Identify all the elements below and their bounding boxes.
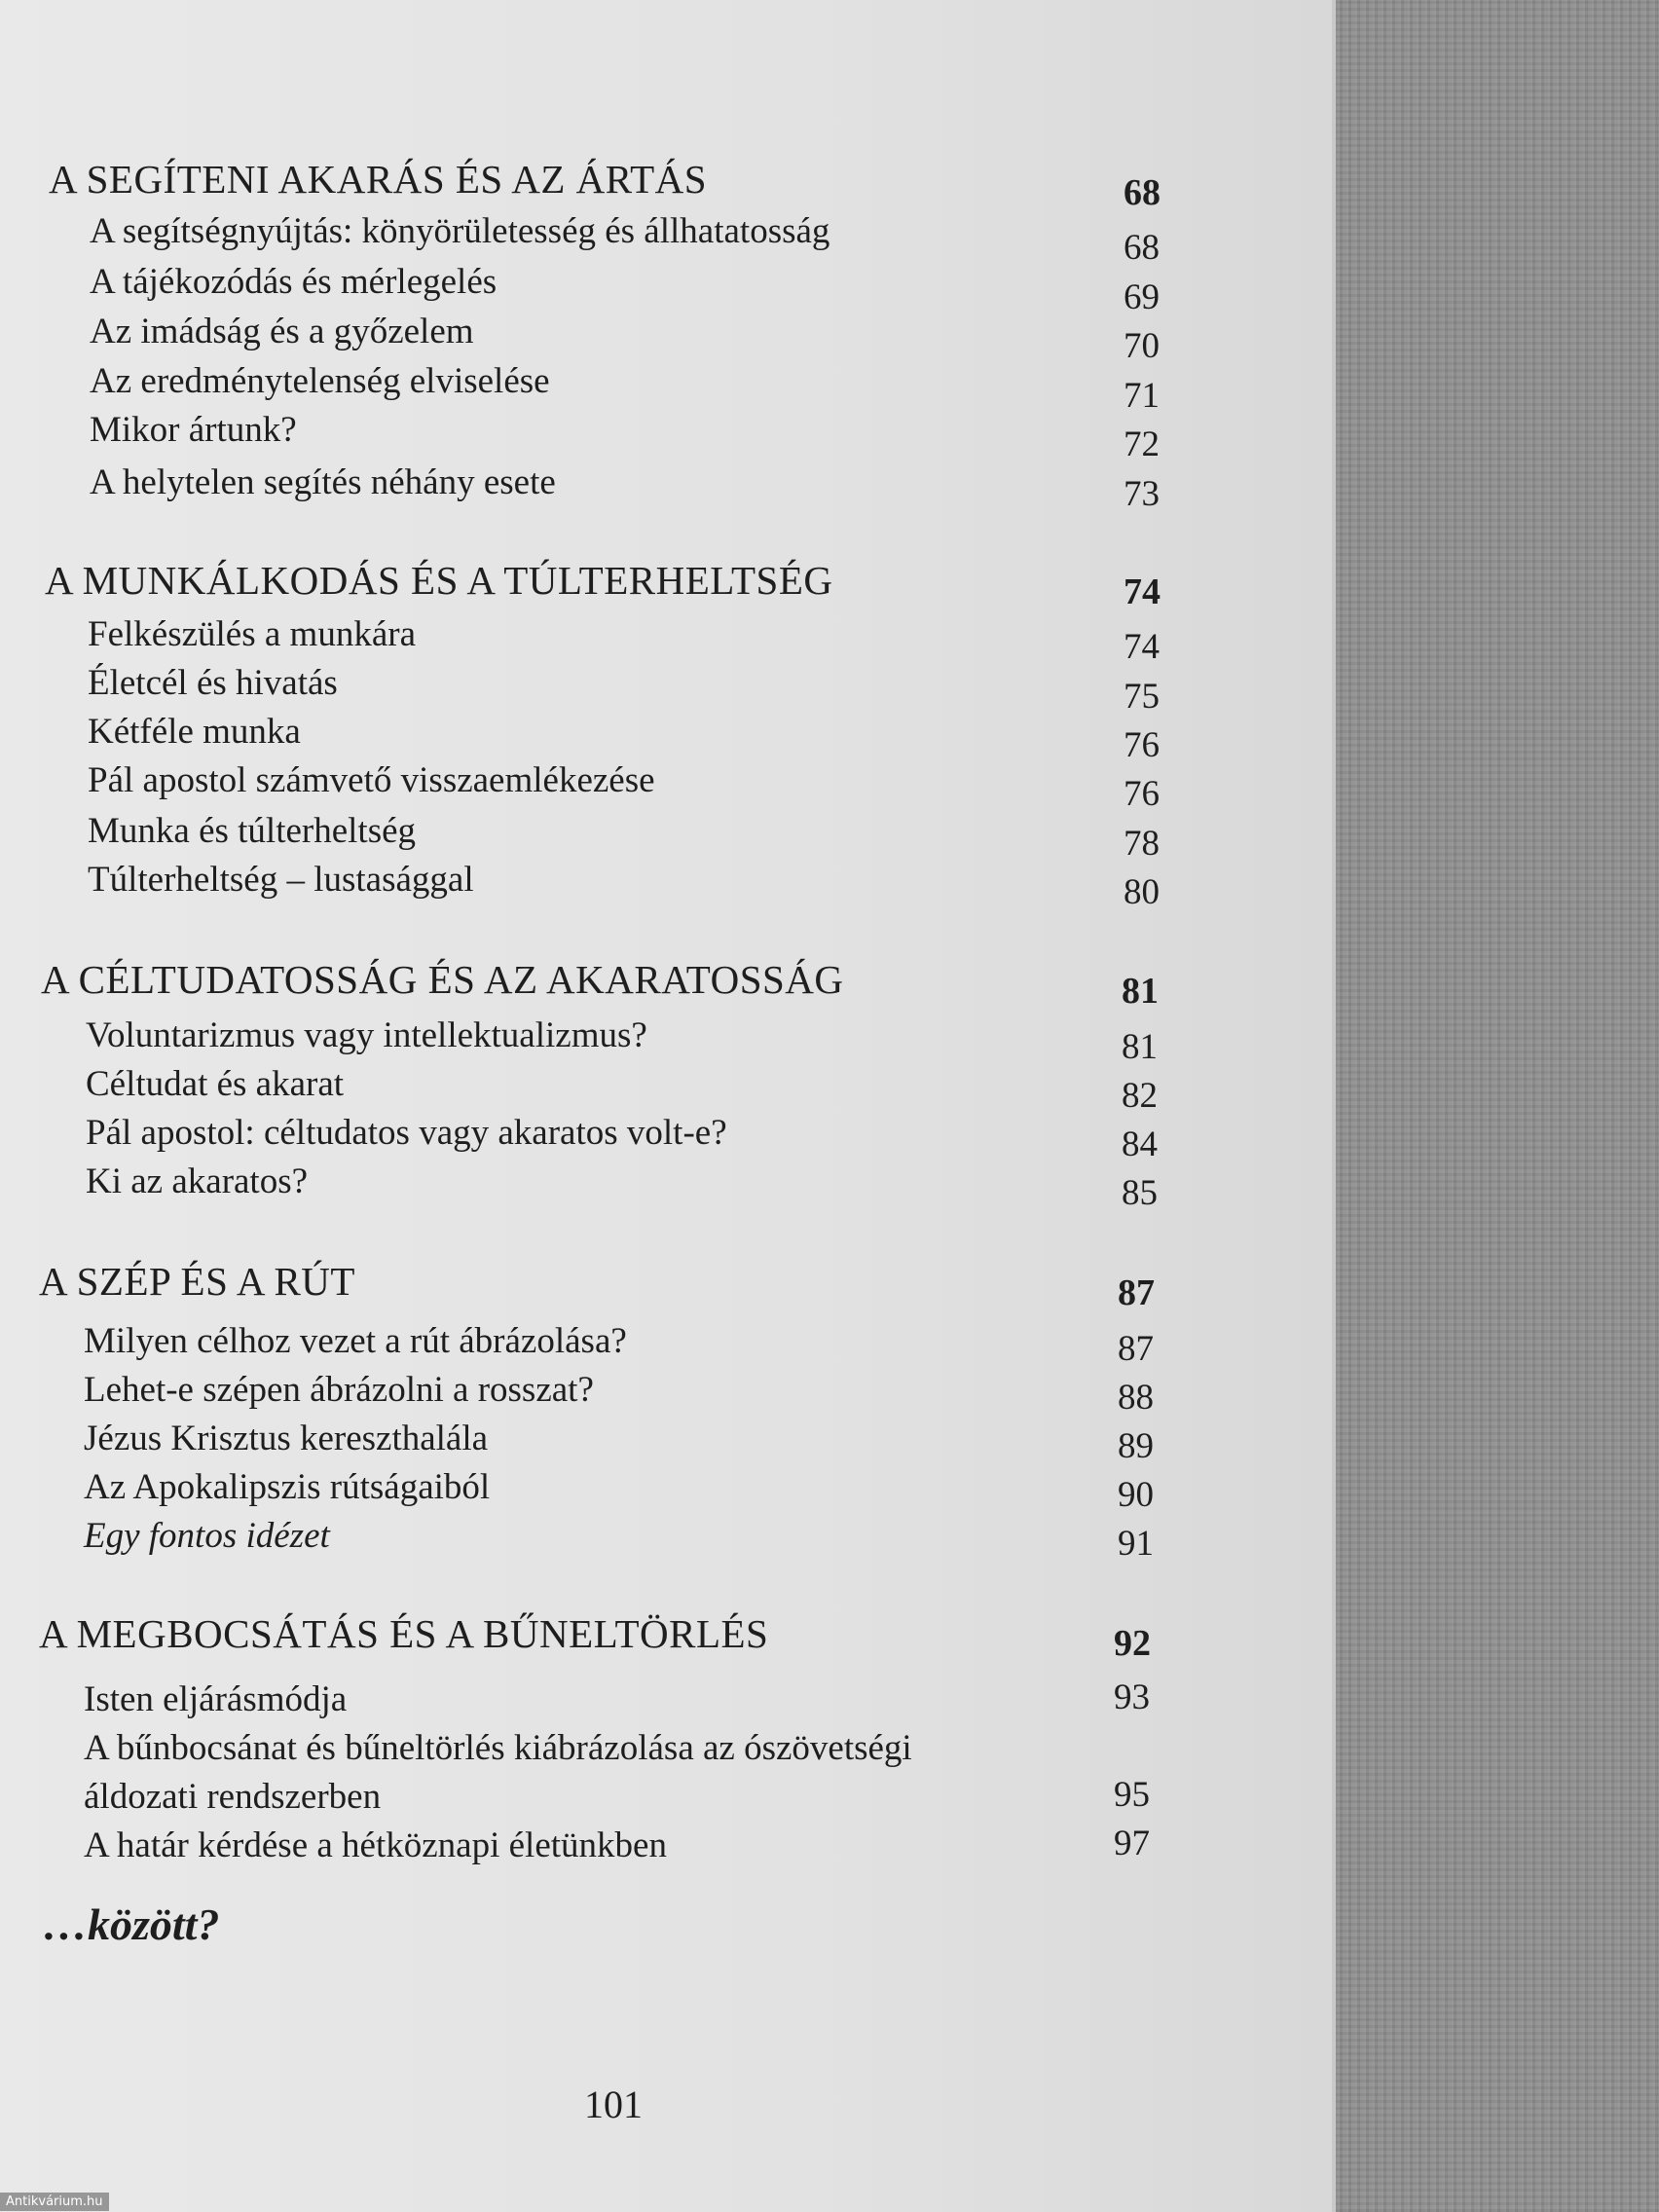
toc-item: A határ kérdése a hétköznapi életünkben xyxy=(84,1825,667,1865)
toc-item-page: 90 xyxy=(1118,1475,1154,1515)
toc-item: Túlterheltség – lustasággal xyxy=(88,860,474,900)
toc-item: Ki az akaratos? xyxy=(86,1161,309,1201)
toc-item: Isten eljárásmódja xyxy=(84,1679,348,1719)
toc-item: Az eredménytelenség elviselése xyxy=(90,361,550,401)
background-surface xyxy=(1329,0,1659,2212)
toc-item-page: 74 xyxy=(1124,627,1160,667)
section-heading: A MUNKÁLKODÁS ÉS A TÚLTERHELTSÉG xyxy=(45,558,833,603)
toc-item-page: 76 xyxy=(1124,774,1160,814)
toc-item-page: 82 xyxy=(1122,1076,1158,1116)
section-heading: A SZÉP ÉS A RÚT xyxy=(39,1259,355,1304)
toc-item-page: 73 xyxy=(1124,474,1160,514)
toc-item: A bűnbocsánat és bűneltörlés kiábrázolása az ószövetségi xyxy=(84,1728,912,1768)
toc-item-page: 91 xyxy=(1118,1524,1154,1564)
toc-item: Milyen célhoz vezet a rút ábrázolása? xyxy=(84,1321,627,1361)
toc-item-page: 88 xyxy=(1118,1378,1154,1418)
toc-item: Céltudat és akarat xyxy=(86,1064,345,1104)
section-page: 87 xyxy=(1118,1272,1155,1313)
toc-item-page: 72 xyxy=(1124,424,1160,464)
section-heading: A SEGÍTENI AKARÁS ÉS AZ ÁRTÁS xyxy=(49,157,708,202)
section-page: 74 xyxy=(1124,571,1161,612)
section-page: 92 xyxy=(1114,1623,1151,1664)
toc-item: Pál apostol számvető visszaemlékezése xyxy=(88,760,655,800)
toc-item-page: 89 xyxy=(1118,1426,1154,1466)
section-heading: A CÉLTUDATOSSÁG ÉS AZ AKARATOSSÁG xyxy=(41,957,844,1002)
toc-item-page: 69 xyxy=(1124,277,1160,317)
toc-item: Jézus Krisztus kereszthalála xyxy=(84,1419,489,1458)
toc-item: Lehet-e szépen ábrázolni a rosszat? xyxy=(84,1370,594,1410)
toc-item: Munka és túlterheltség xyxy=(88,811,417,851)
closing-entry: …között? xyxy=(43,1899,220,1949)
toc-item-page: 81 xyxy=(1122,1027,1158,1067)
toc-item: Egy fontos idézet xyxy=(84,1516,330,1556)
watermark: Antikvárium.hu xyxy=(0,2193,109,2211)
toc-item: A helytelen segítés néhány esete xyxy=(90,462,556,502)
toc-item: Az Apokalipszis rútságaiból xyxy=(84,1467,491,1507)
toc-item-page: 80 xyxy=(1124,872,1160,912)
section-heading: A MEGBOCSÁTÁS ÉS A BŰNELTÖRLÉS xyxy=(39,1611,769,1656)
toc-item: Kétféle munka xyxy=(88,712,301,752)
page-number: 101 xyxy=(584,2083,643,2126)
toc-item: A tájékozódás és mérlegelés xyxy=(90,262,498,302)
toc-item: Életcél és hivatás xyxy=(88,663,338,703)
toc-item: Voluntarizmus vagy intellektualizmus? xyxy=(86,1015,647,1055)
toc-item: Felkészülés a munkára xyxy=(88,614,416,654)
toc-item-page: 78 xyxy=(1124,824,1160,864)
toc-item-page: 97 xyxy=(1114,1824,1150,1863)
toc-item: A segítségnyújtás: könyörületesség és állhatatosság xyxy=(90,211,830,251)
toc-item-page: 76 xyxy=(1124,725,1160,765)
toc-item: Pál apostol: céltudatos vagy akaratos volt-e? xyxy=(86,1113,727,1153)
section-page: 81 xyxy=(1122,971,1159,1012)
toc-item-page: 71 xyxy=(1124,376,1160,416)
section-page: 68 xyxy=(1124,172,1161,213)
toc-item: Az imádság és a győzelem xyxy=(90,312,474,351)
toc-item-page: 84 xyxy=(1122,1124,1158,1164)
toc-item-page: 75 xyxy=(1124,677,1160,717)
toc-item: áldozati rendszerben xyxy=(84,1777,382,1817)
toc-item-page: 68 xyxy=(1124,228,1160,268)
page-edge xyxy=(1332,0,1336,2212)
toc-item-page: 87 xyxy=(1118,1329,1154,1369)
toc-item-page: 85 xyxy=(1122,1173,1158,1213)
toc-item-page: 93 xyxy=(1114,1677,1150,1717)
toc-item-page: 70 xyxy=(1124,326,1160,366)
toc-item: Mikor ártunk? xyxy=(90,410,297,450)
toc-item-page: 95 xyxy=(1114,1775,1150,1815)
